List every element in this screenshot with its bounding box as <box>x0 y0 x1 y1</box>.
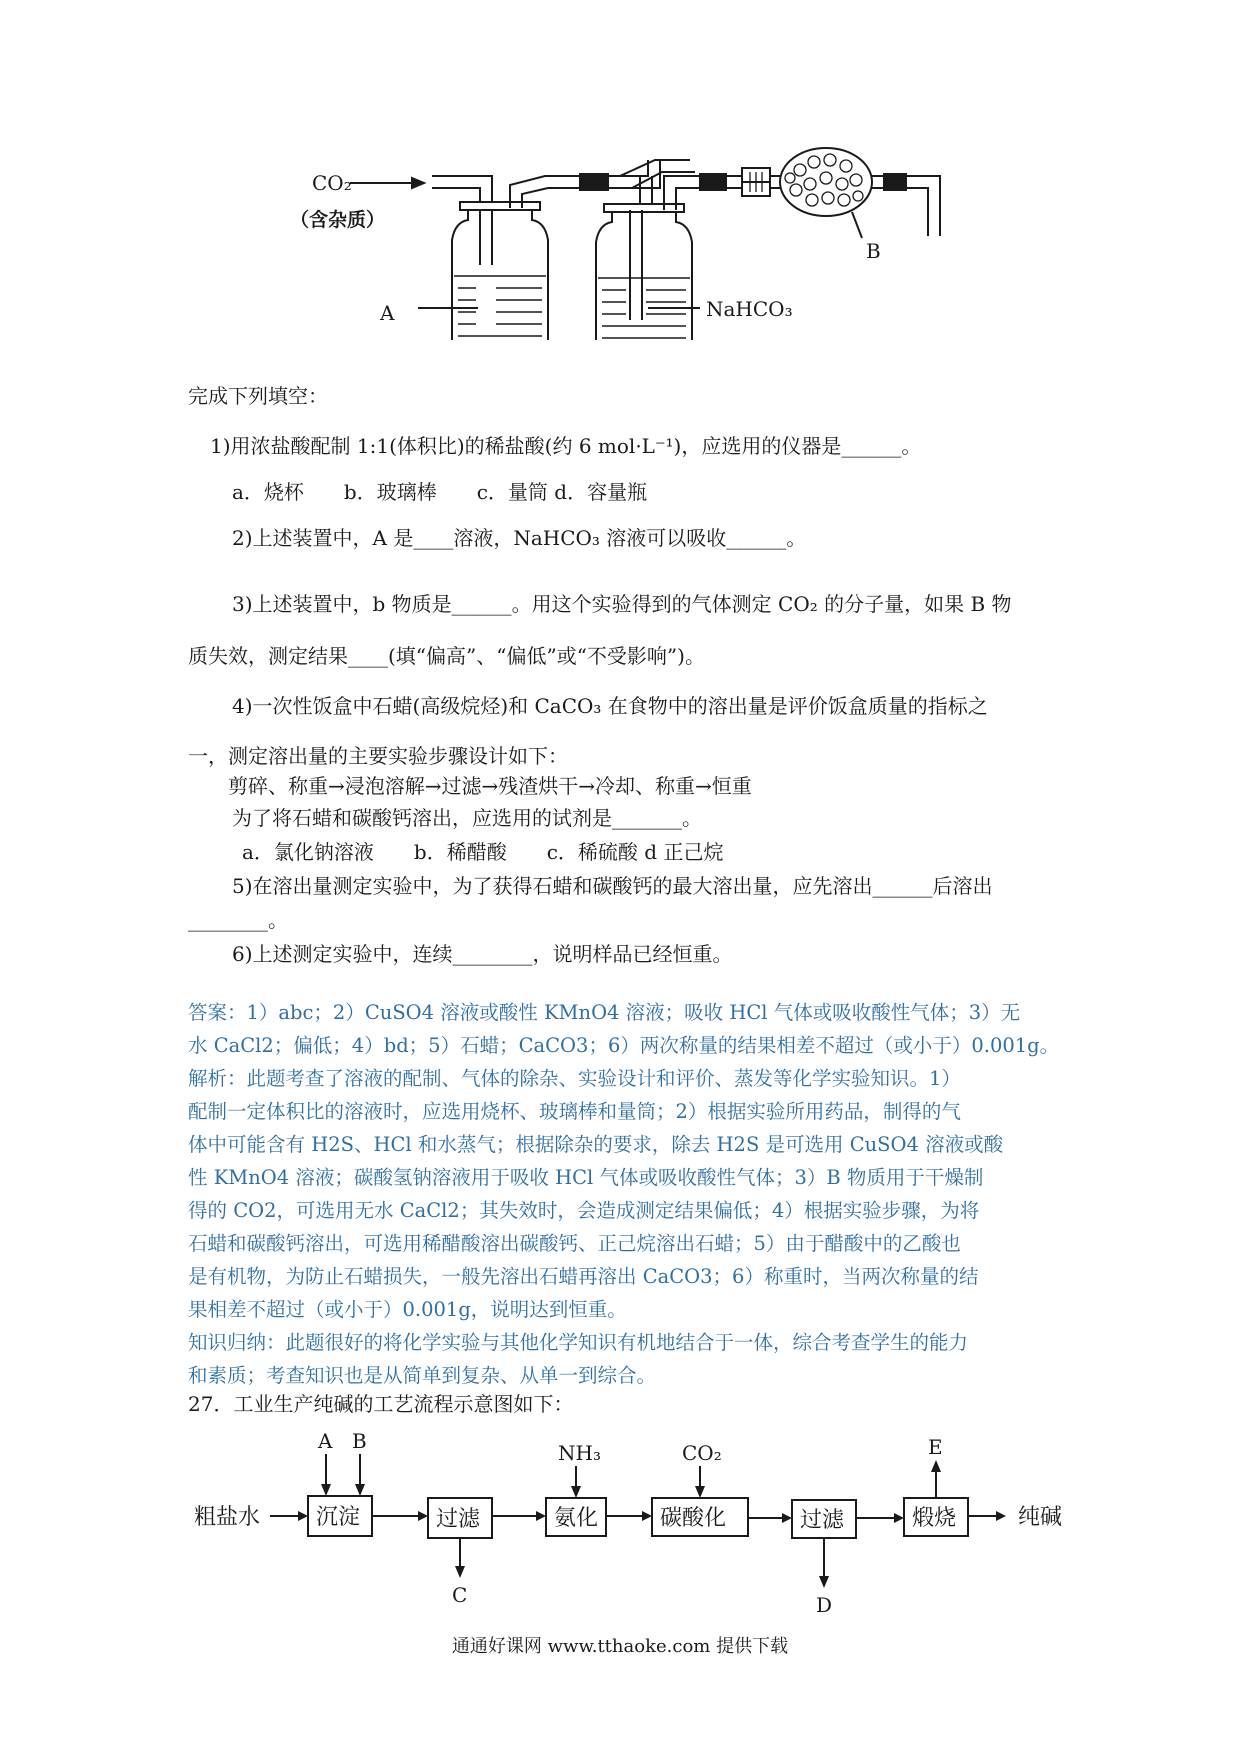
flow-input-nh3: NH₃ <box>558 1441 601 1465</box>
question-4-options: a．氯化钠溶液 b．稀醋酸 c．稀硫酸 d 正己烷 <box>242 840 724 864</box>
answer-line: 配制一定体积比的溶液时，应选用烧杯、玻璃棒和量筒；2）根据实验所用药品，制得的气 <box>188 1100 961 1123</box>
flow-input: 粗盐水 <box>194 1505 261 1530</box>
impurity-label: （含杂质） <box>290 209 386 231</box>
answer-line: 知识归纳：此题很好的将化学实验与其他化学知识有机地结合于一体，综合考查学生的能力 <box>188 1331 969 1354</box>
flow-output-e: E <box>928 1435 943 1459</box>
label-nahco3: NaHCO₃ <box>706 297 793 321</box>
answer-line: 解析：此题考查了溶液的配制、气体的除杂、实验设计和评价、蒸发等化学实验知识。1） <box>188 1067 961 1090</box>
flow-output-d: D <box>816 1593 833 1617</box>
question-1: 1)用浓盐酸配制 1:1(体积比)的稀盐酸(约 6 mol·L⁻¹)，应选用的仪器是______。 <box>210 434 922 458</box>
flow-step-2: 过滤 <box>436 1507 481 1532</box>
question-4-steps: 剪碎、称重→浸泡溶解→过滤→残渣烘干→冷却、称重→恒重 <box>228 774 752 798</box>
flow-step-4: 碳酸化 <box>660 1506 727 1531</box>
flow-input-a: A <box>318 1429 333 1453</box>
question-3-line-2: 质失效，测定结果____(填“偏高”、“偏低”或“不受影响”)。 <box>188 644 705 668</box>
flow-output: 纯碱 <box>1018 1505 1063 1530</box>
question-4-line-2: 一，测定溶出量的主要实验步骤设计如下： <box>188 744 568 768</box>
answer-line: 体中可能含有 H2S、HCl 和水蒸气；根据除杂的要求，除去 H2S 是可选用 CuSO4 溶液或酸 <box>188 1133 1004 1156</box>
flow-step-1: 沉淀 <box>316 1505 361 1530</box>
co2-label: CO₂ <box>312 171 352 195</box>
flow-output-c: C <box>452 1583 468 1607</box>
answer-line: 和素质；考查知识也是从简单到复杂、从单一到综合。 <box>188 1364 657 1387</box>
answer-line: 得的 CO2，可选用无水 CaCl2；其失效时，会造成测定结果偏低；4）根据实验步骤，为将 <box>188 1199 980 1222</box>
answer-line: 果相差不超过（或小于）0.001g，说明达到恒重。 <box>188 1298 627 1321</box>
question-1-options: a．烧杯 b．玻璃棒 c．量筒 d．容量瓶 <box>232 480 648 504</box>
label-a: A <box>380 301 395 325</box>
answer-line: 水 CaCl2；偏低；4）bd；5）石蜡；CaCO3；6）两次称量的结果相差不超过（或小于）0.001g。 <box>188 1034 1060 1057</box>
question-2: 2)上述装置中，A 是____溶液，NaHCO₃ 溶液可以吸收______。 <box>232 526 807 550</box>
flow-input-b: B <box>352 1429 367 1453</box>
question-5-line-1: 5)在溶出量测定实验中，为了获得石蜡和碳酸钙的最大溶出量，应先溶出______后溶出 <box>232 874 993 898</box>
question-4-ask: 为了将石蜡和碳酸钙溶出，应选用的试剂是_______。 <box>232 806 702 830</box>
question-6: 6)上述测定实验中，连续________，说明样品已经恒重。 <box>232 942 733 966</box>
answer-line: 石蜡和碳酸钙溶出，可选用稀醋酸溶出碳酸钙、正己烷溶出石蜡；5）由于醋酸中的乙酸也 <box>188 1232 961 1255</box>
intro-text: 完成下列填空： <box>188 384 328 408</box>
label-b: B <box>866 239 881 263</box>
flow-step-6: 煅烧 <box>912 1506 957 1531</box>
footer: 通通好课网 www.tthaoke.com 提供下载 <box>451 1636 789 1657</box>
question-3-line-1: 3)上述装置中，b 物质是______。用这个实验得到的气体测定 CO₂ 的分子量，如果 B 物 <box>232 592 1012 616</box>
flow-step-5: 过滤 <box>800 1508 845 1533</box>
flow-input-co2: CO₂ <box>682 1441 722 1465</box>
flow-step-3: 氨化 <box>554 1506 599 1531</box>
question-5-line-2: ________。 <box>188 908 288 932</box>
process-flow-diagram <box>0 1420 1240 1650</box>
answer-block <box>188 996 1068 1392</box>
answer-line: 答案：1）abc；2）CuSO4 溶液或酸性 KMnO4 溶液；吸收 HCl 气体或吸收酸性气体；3）无 <box>188 1001 1021 1024</box>
question-4-line-1: 4)一次性饭盒中石蜡(高级烷烃)和 CaCO₃ 在食物中的溶出量是评价饭盒质量的指标之 <box>232 694 988 718</box>
answer-line: 性 KMnO4 溶液；碳酸氢钠溶液用于吸收 HCl 气体或吸收酸性气体；3）B 物质用于干燥制 <box>188 1166 984 1189</box>
apparatus-diagram <box>0 0 1240 340</box>
question-27-title: 27．工业生产纯碱的工艺流程示意图如下： <box>188 1392 574 1416</box>
answer-line: 是有机物，为防止石蜡损失，一般先溶出石蜡再溶出 CaCO3；6）称重时，当两次称量的结 <box>188 1265 979 1288</box>
